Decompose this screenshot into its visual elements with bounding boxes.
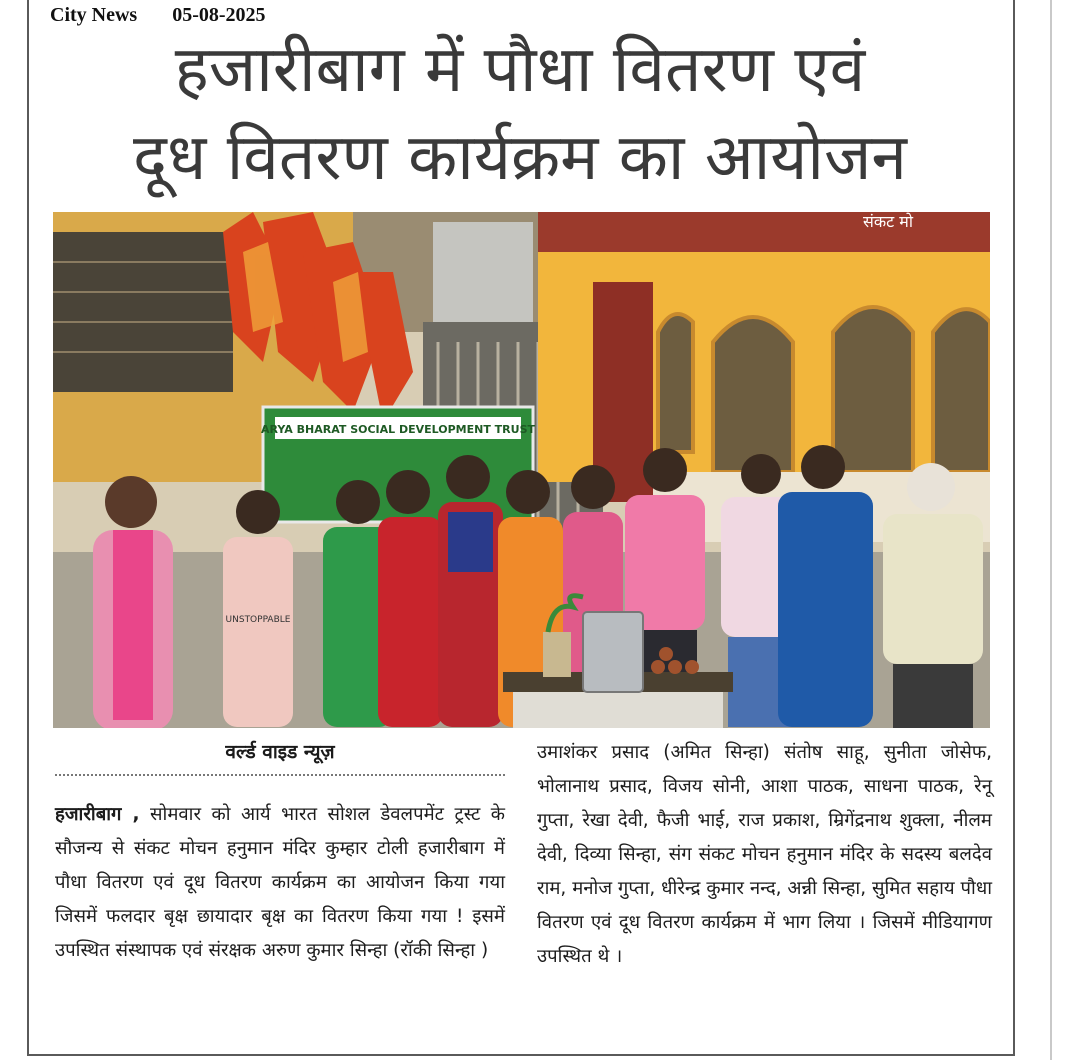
photo-illustration [53, 212, 990, 728]
tshirt-text: UNSTOPPABLE [225, 615, 291, 625]
dateline: हजारीबाग , [55, 804, 140, 825]
paper-name: City News [50, 4, 138, 26]
issue-date: 05-08-2025 [172, 4, 266, 26]
byline: वर्ल्ड वाइड न्यूज़ [225, 741, 335, 763]
article-column-left [55, 798, 505, 968]
temple-sign: संकट मो [863, 212, 913, 231]
article-column-right [537, 736, 992, 974]
article-body-right: उमाशंकर प्रसाद (अमित सिन्हा) संतोष साहू, सुनीता जोसेफ, भोलानाथ प्रसाद, विजय सोनी, आशा पाठक, साधना पाठक, रेनू गुप्ता, रेखा देवी, फैजी भाई, राज प्रकाश, म्रिगेंद्रनाथ शुक्ला, नीलम देवी, दिव्या सिन्हा, संग संकट मोचन हनुमान मंदिर के सदस्य बलदेव राम, मनोज गुप्ता, धीरेन्द्र कुमार नन्द, अन्नी सिन्हा, सुमित सहाय पौधा वितरण एवं दूध वितरण कार्यक्रम में भाग लिया । जिसमें मीडियागण उपस्थित थे । [537, 742, 992, 967]
page-edge [1050, 0, 1052, 1060]
banner-title: ARYA BHARAT SOCIAL DEVELOPMENT TRUST [260, 423, 536, 436]
headline-line-2: दूध वितरण कार्यक्रम का आयोजन [133, 121, 907, 195]
byline-divider [55, 774, 505, 776]
masthead [50, 4, 296, 28]
headline-line-1: हजारीबाग में पौधा वितरण एवं [174, 33, 866, 107]
news-photo [53, 212, 990, 728]
headline [40, 26, 1000, 202]
article-body-left: सोमवार को आर्य भारत सोशल डेवलपमेंट ट्रस्ट के सौजन्य से संकट मोचन हनुमान मंदिर कुम्हार टोली हजारीबाग में पौधा वितरण एवं दूध वितरण कार्यक्रम का आयोजन किया गया जिसमें फलदार बृक्ष छायादार बृक्ष का वितरण किया गया ! इसमें उपस्थित संस्थापक एवं संरक्षक अरुण कुमार सिन्हा (रॉकी सिन्हा ) [55, 804, 505, 961]
